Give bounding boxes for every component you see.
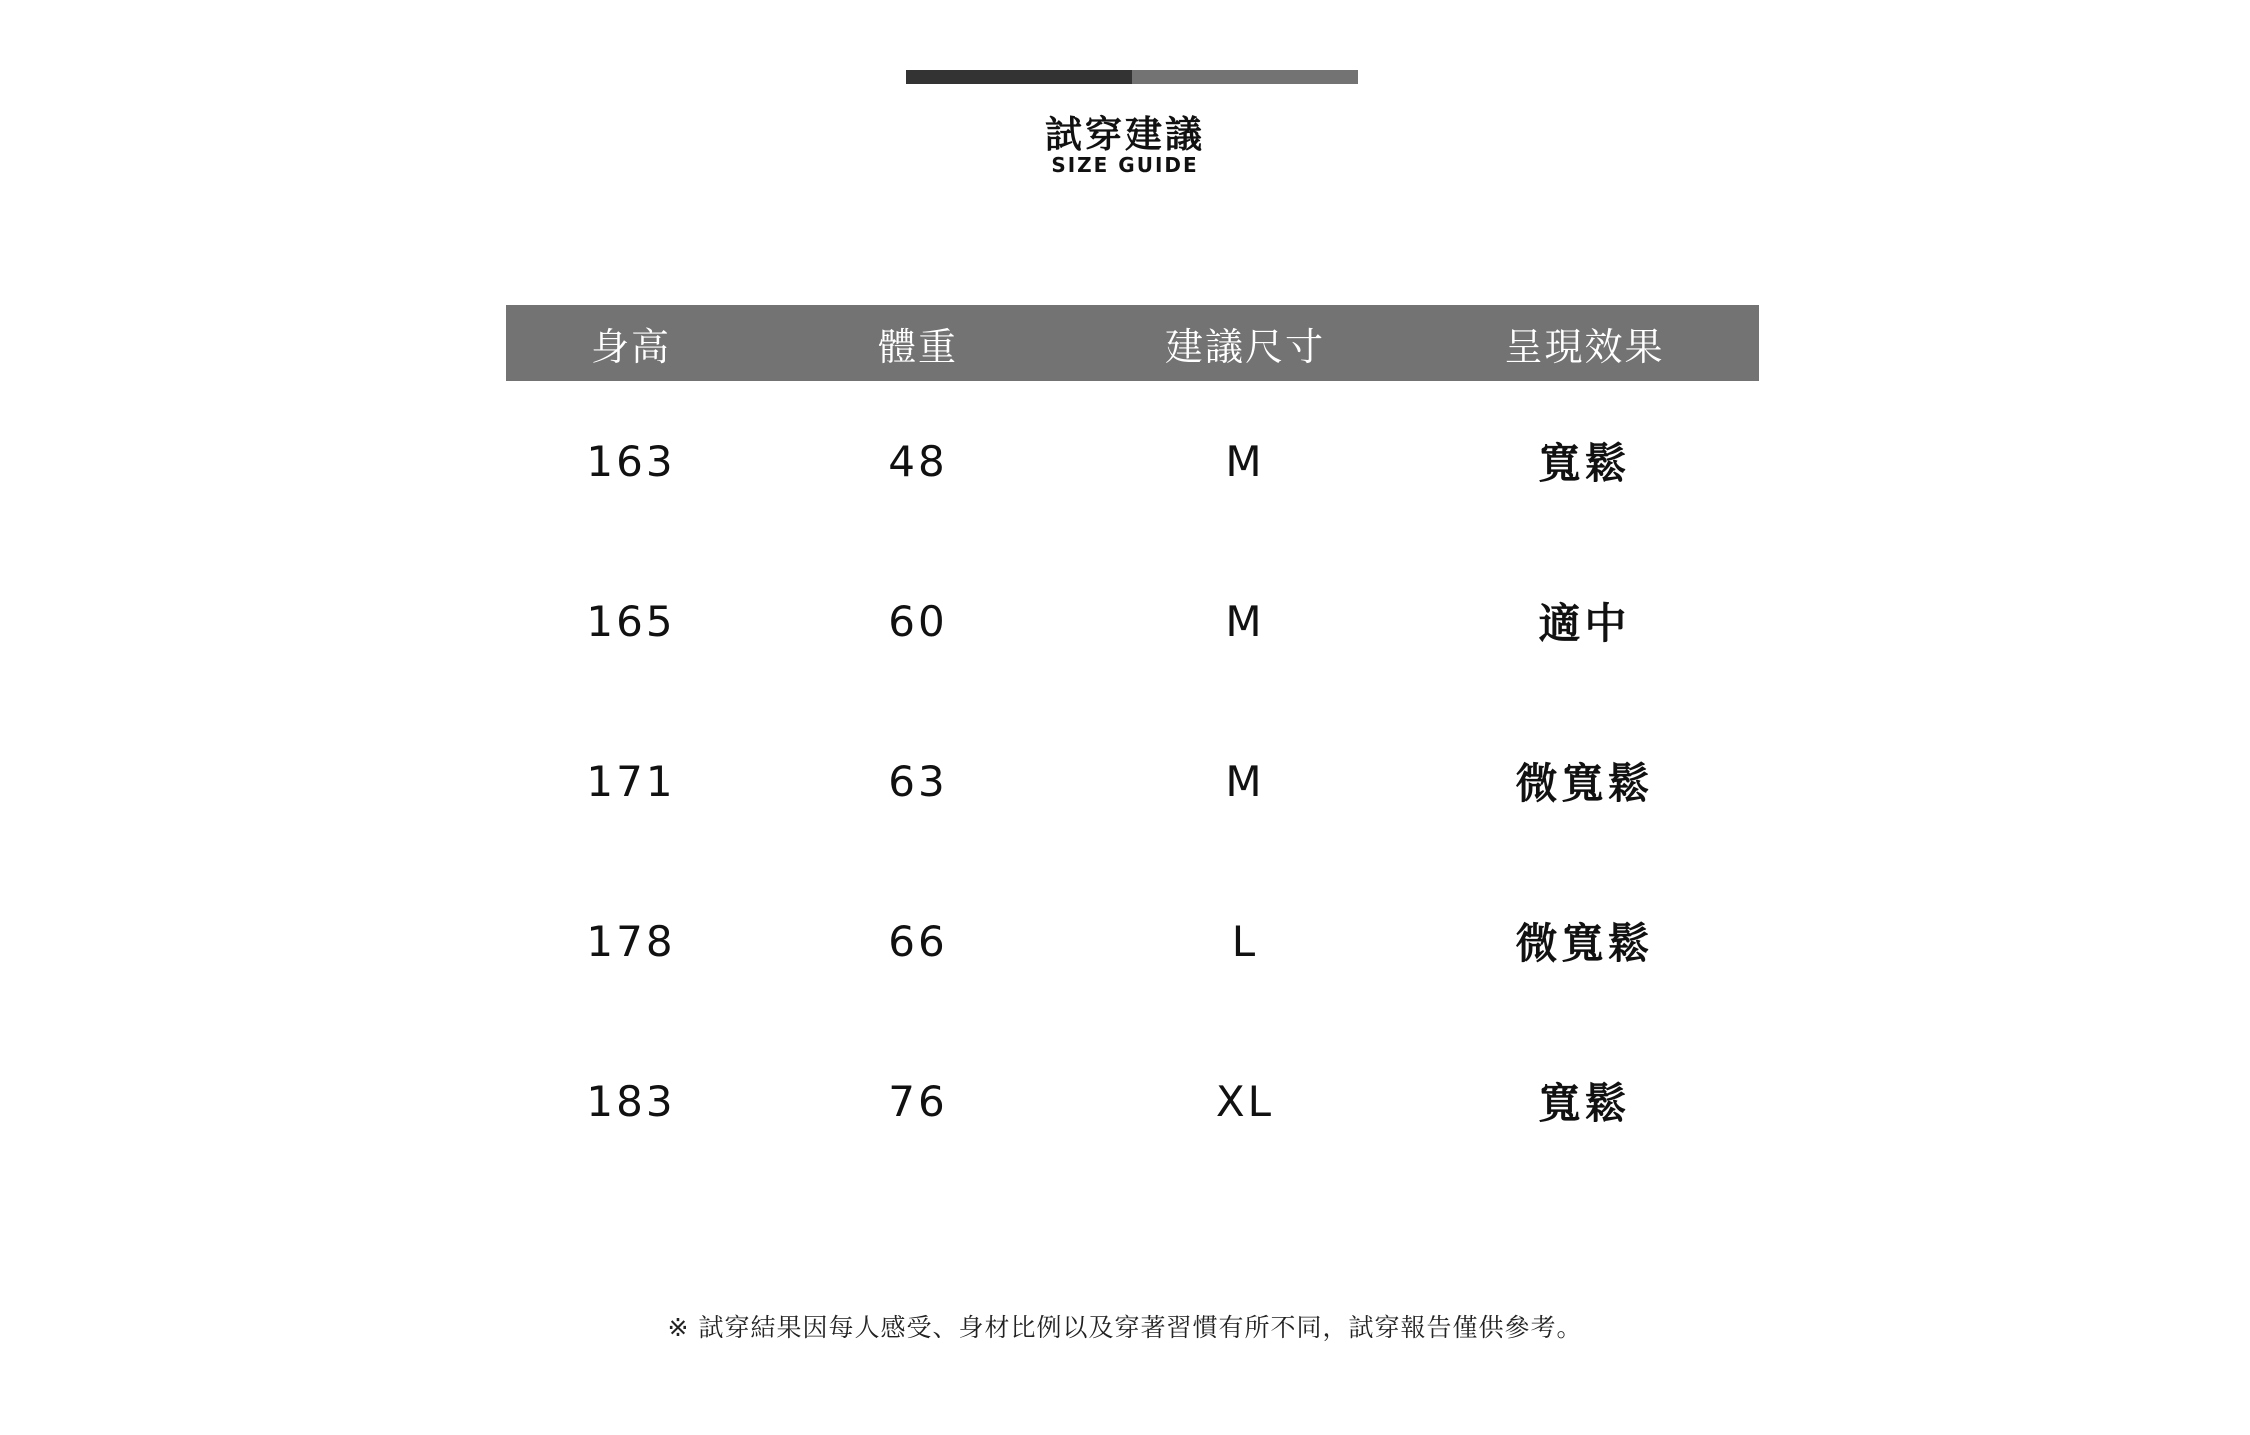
cell-size: M — [1225, 436, 1265, 486]
table-row — [506, 541, 1759, 701]
page-subtitle: SIZE GUIDE — [1051, 153, 1199, 177]
table-header-row — [506, 305, 1759, 381]
size-guide-table — [506, 305, 1759, 1181]
cell-fit: 適中 — [1538, 599, 1631, 648]
cell-fit: 寬鬆 — [1538, 439, 1631, 488]
cell-weight: 60 — [888, 596, 948, 646]
cell-height: 163 — [586, 436, 676, 486]
column-header-fit: 呈現效果 — [1504, 324, 1665, 369]
column-header-size: 建議尺寸 — [1164, 324, 1325, 369]
cell-weight: 63 — [888, 756, 948, 806]
cell-fit: 微寬鬆 — [1515, 919, 1654, 968]
accent-bar-dark-segment — [906, 70, 1132, 84]
cell-height: 165 — [586, 596, 676, 646]
title-accent-bar — [906, 70, 1358, 84]
cell-weight: 76 — [888, 1076, 948, 1126]
table-row — [506, 381, 1759, 541]
table-row — [506, 861, 1759, 1021]
cell-size: M — [1225, 596, 1265, 646]
disclaimer-note: ※ 試穿結果因每人感受、身材比例以及穿著習慣有所不同，試穿報告僅供參考。 — [667, 1313, 1583, 1342]
cell-height: 183 — [586, 1076, 676, 1126]
table-row — [506, 1021, 1759, 1181]
cell-height: 178 — [586, 916, 676, 966]
table-row — [506, 701, 1759, 861]
cell-size: L — [1231, 916, 1259, 966]
cell-weight: 48 — [888, 436, 948, 486]
cell-fit: 微寬鬆 — [1515, 759, 1654, 808]
column-header-weight: 體重 — [877, 324, 958, 369]
cell-fit: 寬鬆 — [1538, 1079, 1631, 1128]
cell-weight: 66 — [888, 916, 948, 966]
page-title: 試穿建議 — [1045, 113, 1205, 156]
table-body — [506, 381, 1759, 1181]
column-header-height: 身高 — [590, 324, 671, 369]
cell-size: XL — [1215, 1076, 1275, 1126]
cell-size: M — [1225, 756, 1265, 806]
cell-height: 171 — [586, 756, 676, 806]
accent-bar-light-segment — [1132, 70, 1358, 84]
